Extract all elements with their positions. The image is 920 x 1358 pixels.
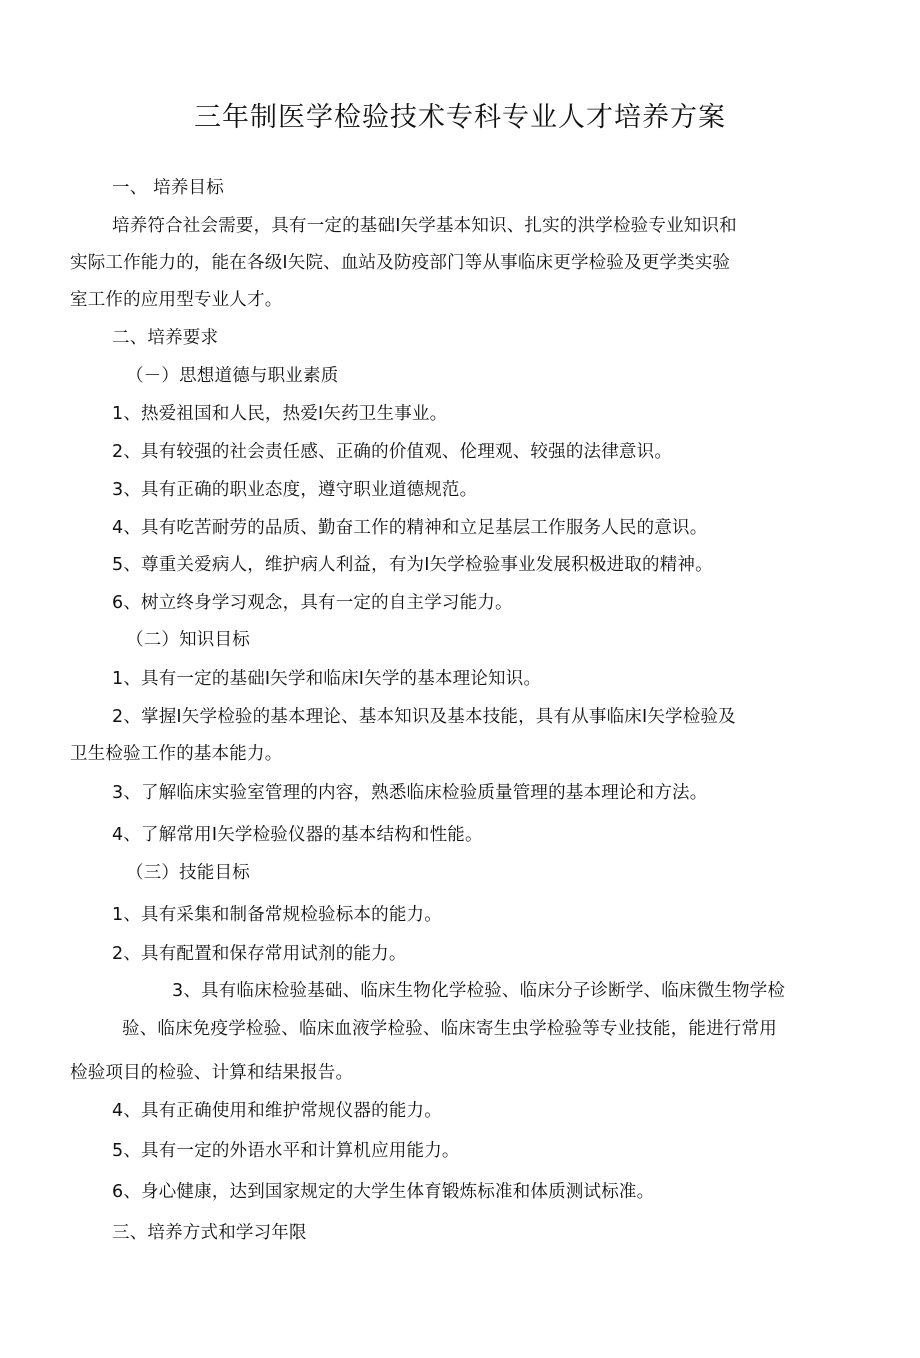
page-title: 三年制医学检验技术专科专业人才培养方案 xyxy=(194,102,726,133)
list-item: 3、具有临床检验基础、临床生物化学检验、临床分子诊断学、临床微生物学检 xyxy=(172,981,786,1001)
list-item: 6、身心健康，达到国家规定的大学生体育锻炼标准和体质测试标准。 xyxy=(112,1182,655,1202)
subsection-heading: （－）思想道德与职业素质 xyxy=(126,366,339,386)
list-item: 5、尊重关爱病人，维护病人利益，有为I矢学检验事业发展积极进取的精神。 xyxy=(112,555,713,575)
paragraph-line: 室工作的应用型专业人才。 xyxy=(70,290,283,310)
subsection-heading: （二）知识目标 xyxy=(126,630,250,650)
section-heading: 一、 培养目标 xyxy=(112,178,224,198)
paragraph-line: 实际工作能力的，能在各级I矢院、血站及防疫部门等从事临床更学检验及更学类实验 xyxy=(70,253,731,273)
section-heading: 三、培养方式和学习年限 xyxy=(112,1223,307,1243)
subsection-heading: （三）技能目标 xyxy=(126,863,250,883)
list-item: 4、了解常用I矢学检验仪器的基本结构和性能。 xyxy=(112,825,483,845)
list-item: 2、掌握I矢学检验的基本理论、基本知识及基本技能，具有从事临床I矢学检验及 xyxy=(112,707,736,727)
list-item: 3、具有正确的职业态度，遵守职业道德规范。 xyxy=(112,480,478,500)
list-item: 2、具有配置和保存常用试剂的能力。 xyxy=(112,944,407,964)
list-item: 4、具有正确使用和维护常规仪器的能力。 xyxy=(112,1101,442,1121)
list-item: 2、具有较强的社会责任感、正确的价值观、伦理观、较强的法律意识。 xyxy=(112,442,673,462)
list-item: 4、具有吃苦耐劳的品质、勤奋工作的精神和立足基层工作服务人民的意识。 xyxy=(112,518,708,538)
paragraph-line: 培养符合社会需要，具有一定的基础I矢学基本知识、扎实的洪学检验专业知识和 xyxy=(112,216,737,236)
list-item: 3、了解临床实验室管理的内容，熟悉临床检验质量管理的基本理论和方法。 xyxy=(112,783,708,803)
list-item: 6、树立终身学习观念，具有一定的自主学习能力。 xyxy=(112,593,513,613)
section-heading: 二、培养要求 xyxy=(112,328,219,348)
list-item-continuation: 卫生检验工作的基本能力。 xyxy=(70,744,283,764)
list-item: 1、热爱祖国和人民，热爱I矢药卫生事业。 xyxy=(112,404,448,424)
list-item: 5、具有一定的外语水平和计算机应用能力。 xyxy=(112,1141,460,1161)
list-item: 1、具有一定的基础I矢学和临床I矢学的基本理论知识。 xyxy=(112,669,542,689)
list-item-continuation: 检验项目的检验、计算和结果报告。 xyxy=(70,1063,354,1083)
list-item: 1、具有采集和制备常规检验标本的能力。 xyxy=(112,905,442,925)
list-item-continuation: 验、临床免疫学检验、临床血液学检验、临床寄生虫学检验等专业技能，能进行常用 xyxy=(122,1019,777,1039)
